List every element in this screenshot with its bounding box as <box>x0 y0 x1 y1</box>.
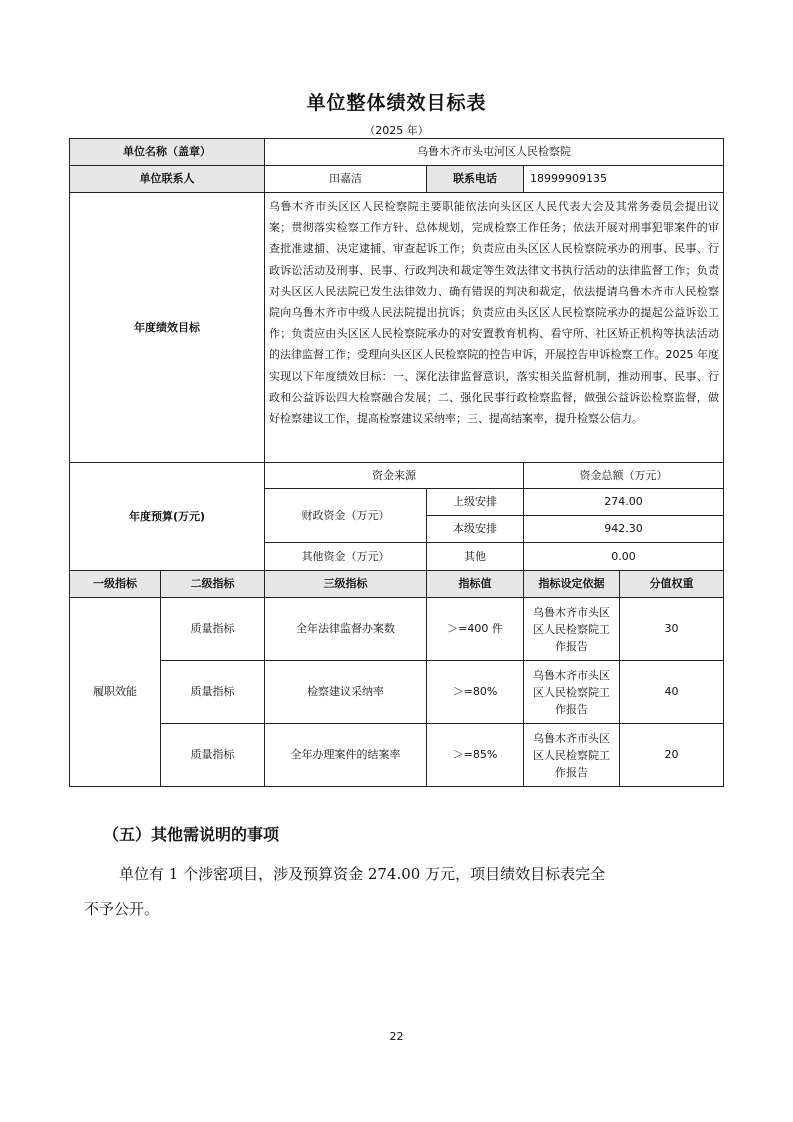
budget-label: 年度预算(万元) <box>70 463 265 571</box>
header-level3: 三级指标 <box>265 571 427 598</box>
indicator-weight: 40 <box>620 661 724 724</box>
section-paragraph <box>84 857 707 927</box>
level3-indicator: 全年办理案件的结案率 <box>265 724 427 787</box>
local-allocation-label: 本级安排 <box>427 516 524 543</box>
paragraph-line-1: 单位有 1 个涉密项目，涉及预算资金 274.00 万元，项目绩效目标表完全 <box>119 865 606 883</box>
level2-indicator: 质量指标 <box>161 598 265 661</box>
fund-total-header: 资金总额（万元） <box>524 463 724 489</box>
fiscal-fund-label: 财政资金（万元） <box>265 489 427 543</box>
phone-label: 联系电话 <box>427 166 524 193</box>
section-heading: （五）其他需说明的事项 <box>103 825 280 844</box>
indicator-weight: 30 <box>620 598 724 661</box>
table-row <box>70 661 724 724</box>
year-label: （2025 年） <box>364 124 429 137</box>
paragraph-line-2: 不予公开。 <box>84 900 160 918</box>
local-allocation-value: 942.30 <box>524 516 724 543</box>
contact-value: 田嘉洁 <box>265 166 427 193</box>
phone-value: 18999909135 <box>524 166 724 193</box>
level1-indicator: 履职效能 <box>70 598 161 787</box>
indicator-value: ＞=400 件 <box>427 598 524 661</box>
level3-indicator: 全年法律监督办案数 <box>265 598 427 661</box>
level3-indicator: 检察建议采纳率 <box>265 661 427 724</box>
header-level2: 二级指标 <box>161 571 265 598</box>
indicator-basis: 乌鲁木齐市头区区人民检察院工作报告 <box>524 724 620 787</box>
superior-allocation-label: 上级安排 <box>427 489 524 516</box>
level2-indicator: 质量指标 <box>161 661 265 724</box>
header-level1: 一级指标 <box>70 571 161 598</box>
other-fund-sub-label: 其他 <box>427 543 524 571</box>
annual-goals-text: 乌鲁木齐市头区区人民检察院主要职能依法向头区区人民代表大会及其常务委员会提出议案；贯彻落实检察工作方针、总体规划，完成检察工作任务；依法开展对刑事犯罪案件的审查批准逮捕、决定逮捕、审查起诉工作；负责应由头区区人民检察院承办的刑事、民事、行政诉讼活动及刑事、民事、行政判决和裁定等生效法律文书执行活动的法律监督工作；负责对头区区人民法院已发生法律效力、确有错误的判决和裁定，依法提请乌鲁木齐市人民检察院向乌鲁木齐市中级人民法院提出抗诉；负责应由头区区人民检察院承办的提起公益诉讼工作；负责应由头区区人民检察院承办的对安置教育机构、看守所、社区矫正机构等执法活动的法律监督工作；受理向头区区人民检察院的控告申诉，开展控告申诉检察工作。2025 年度实现以下年度绩效目标：一、深化法律监督意识，落实相关监督机制，推动刑事、民事、行政和公益诉讼四大检察融合发展；二、强化民事行政检察监督，做强公益诉讼检察监督，做好检察建议工作，提高检察建议采纳率；三、提高结案率，提升检察公信力。 <box>265 193 724 463</box>
indicator-basis: 乌鲁木齐市头区区人民检察院工作报告 <box>524 598 620 661</box>
header-weight: 分值权重 <box>620 571 724 598</box>
page-number: 22 <box>389 1030 404 1043</box>
other-fund-value: 0.00 <box>524 543 724 571</box>
other-fund-label: 其他资金（万元） <box>265 543 427 571</box>
unit-name-label: 单位名称（盖章） <box>70 139 265 166</box>
indicator-basis: 乌鲁木齐市头区区人民检察院工作报告 <box>524 661 620 724</box>
unit-name-value: 乌鲁木齐市头屯河区人民检察院 <box>265 139 724 166</box>
indicator-value: ＞=80% <box>427 661 524 724</box>
page-title: 单位整体绩效目标表 <box>306 92 487 114</box>
indicator-header-row <box>70 571 724 598</box>
fund-source-header: 资金来源 <box>265 463 524 489</box>
performance-goals-table <box>69 138 724 787</box>
table-row <box>70 724 724 787</box>
header-value: 指标值 <box>427 571 524 598</box>
table-row <box>70 598 724 661</box>
level2-indicator: 质量指标 <box>161 724 265 787</box>
superior-allocation-value: 274.00 <box>524 489 724 516</box>
annual-goals-label: 年度绩效目标 <box>70 193 265 463</box>
header-basis: 指标设定依据 <box>524 571 620 598</box>
indicator-weight: 20 <box>620 724 724 787</box>
contact-label: 单位联系人 <box>70 166 265 193</box>
indicator-value: ＞=85% <box>427 724 524 787</box>
